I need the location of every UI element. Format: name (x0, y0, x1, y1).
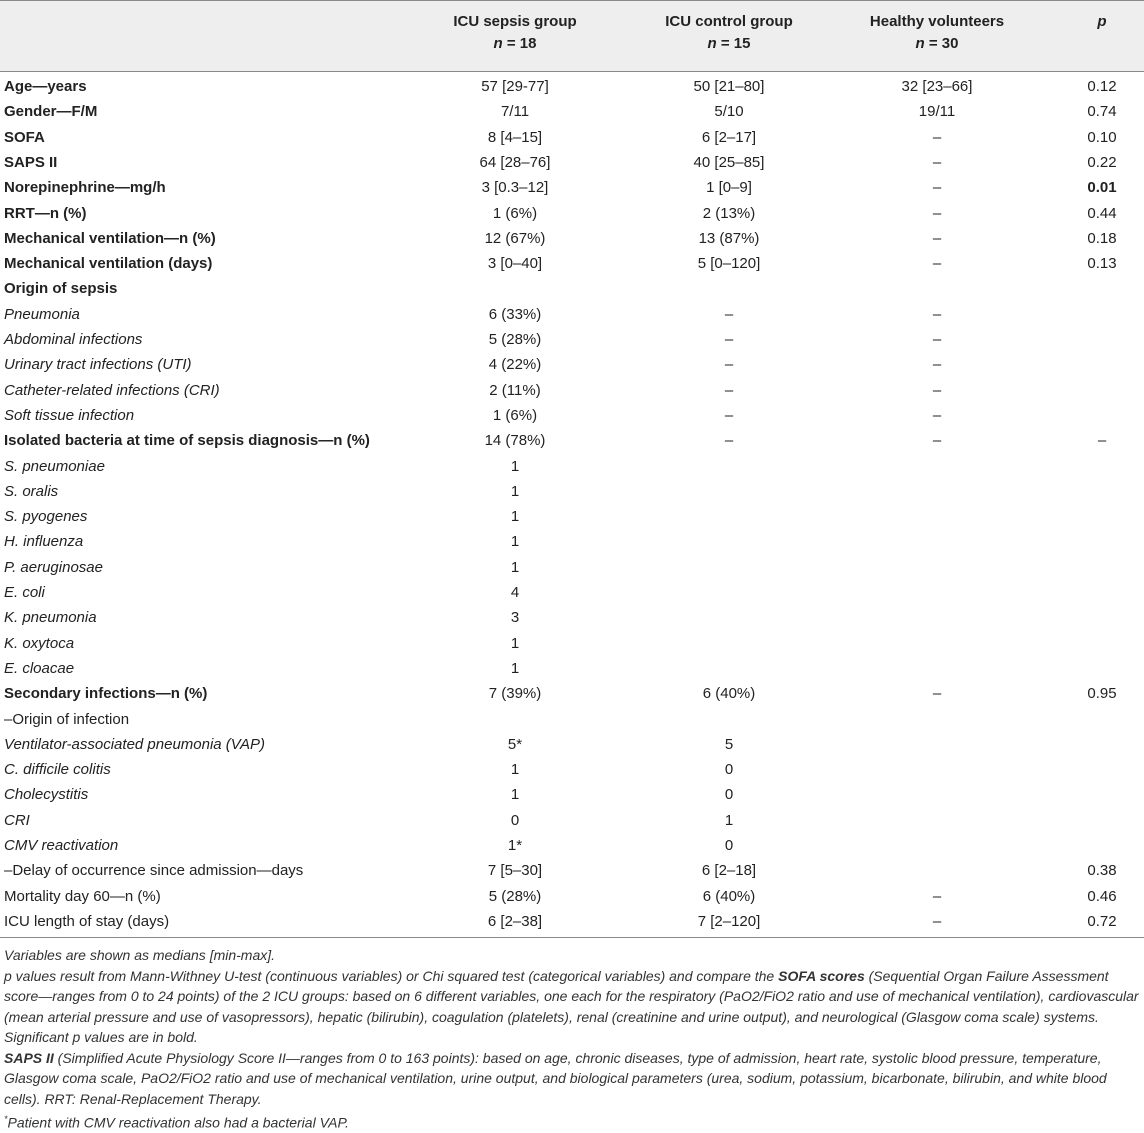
row-label: S. pneumoniae (4, 457, 105, 475)
cell-sepsis-group: 2 (11%) (489, 381, 541, 399)
table-row (0, 378, 1144, 403)
cell-healthy-volunteers: – (932, 912, 942, 930)
cell-healthy-volunteers: 19/11 (918, 103, 956, 121)
row-label: CRI (4, 811, 30, 829)
table-bottom-rule (0, 937, 1144, 938)
cell-sepsis-group: 3 (510, 609, 520, 627)
row-label: Pneumonia (4, 305, 80, 323)
header-title: ICU sepsis group (453, 13, 577, 30)
table-row (0, 125, 1144, 150)
cell-p-value: 0.22 (1087, 153, 1117, 171)
row-label: K. pneumonia (4, 609, 97, 627)
row-label: H. influenza (4, 533, 84, 551)
table-row (0, 403, 1144, 428)
row-label: Gender—F/M (4, 103, 98, 121)
cell-control-group: 5/10 (714, 103, 744, 121)
cell-control-group: 1 [0–9] (706, 179, 752, 197)
cell-healthy-volunteers: – (932, 153, 942, 171)
cell-healthy-volunteers: 32 [23–66] (901, 78, 973, 95)
table-header (0, 0, 1144, 72)
row-label: E. cloacae (4, 659, 75, 677)
n-value: = 15 (716, 35, 751, 52)
cell-p-value: – (1097, 432, 1107, 450)
note-bold-term: SAPS II (4, 1049, 54, 1066)
cell-healthy-volunteers: – (932, 356, 942, 374)
table-row (0, 327, 1144, 352)
cell-healthy-volunteers: – (932, 432, 942, 450)
cell-control-group: – (724, 305, 734, 323)
cell-p-value: 0.72 (1087, 912, 1117, 930)
row-label: Catheter-related infections (CRI) (4, 381, 220, 399)
header-n (420, 33, 610, 55)
cell-sepsis-group: 1 (510, 558, 520, 576)
row-label: SOFA (4, 128, 45, 146)
cell-healthy-volunteers: – (932, 685, 942, 703)
cell-healthy-volunteers: – (932, 331, 942, 348)
cell-sepsis-group: 1 (6%) (492, 204, 538, 222)
header-p-value (1040, 11, 1144, 33)
cell-p-value: 0.46 (1087, 887, 1117, 905)
table-row (0, 529, 1144, 554)
cell-sepsis-group: 1 (510, 761, 520, 779)
table-row (0, 605, 1144, 630)
cell-control-group: – (724, 356, 734, 374)
row-label: Ventilator-associated pneumonia (VAP) (4, 735, 265, 753)
table-row (0, 884, 1144, 909)
cell-p-value: 0.01 (1087, 179, 1117, 197)
cell-control-group: 0 (724, 837, 734, 854)
n-value: = 30 (924, 35, 959, 52)
table-row (0, 858, 1144, 883)
table-row (0, 580, 1144, 605)
row-label: RRT—n (%) (4, 204, 87, 222)
table-row (0, 707, 1144, 732)
cell-healthy-volunteers: – (932, 381, 942, 399)
cell-p-value: 0.74 (1087, 103, 1117, 121)
n-symbol: n (915, 35, 925, 52)
note-text: (Simplified Acute Physiology Score II—ranges from 0 to 163 points): based on age, chronic diseases, type of admission, heart rate, systolic blood pressure, temperature, Glasgow coma scale, PaO2/FiO2 ratio and use of mechanical ventilation, urine output, and biological parameters (urea, sodium, potassium, bicarbonate, bilirubin, and white blood cells). RRT: Renal-Replacement Therapy. (4, 1049, 1107, 1107)
n-symbol: n (707, 35, 717, 52)
cell-control-group: 6 (40%) (702, 685, 756, 703)
cell-sepsis-group: 5 (28%) (488, 331, 542, 348)
cell-control-group: 5 [0–120] (697, 255, 761, 273)
cell-control-group: 40 [25–85] (693, 153, 765, 171)
table-row (0, 833, 1144, 858)
cell-control-group: – (724, 331, 734, 348)
cell-control-group: 6 [2–17] (701, 128, 757, 146)
cell-control-group: – (724, 381, 734, 399)
cell-p-value: 0.12 (1087, 78, 1117, 95)
row-label: Mortality day 60—n (%) (4, 887, 161, 905)
header-n (842, 33, 1032, 55)
row-label: ICU length of stay (days) (4, 912, 170, 930)
cell-healthy-volunteers: – (932, 128, 942, 146)
cell-sepsis-group: 3 [0.3–12] (481, 179, 549, 197)
cell-sepsis-group: 4 (510, 584, 520, 601)
cell-control-group: 1 (724, 811, 734, 829)
table-row (0, 251, 1144, 276)
note-p-values (4, 966, 1140, 1048)
cell-sepsis-group: 1 (510, 533, 520, 551)
cell-p-value: 0.13 (1087, 255, 1117, 273)
note-medians: Variables are shown as medians [min-max]. (4, 947, 276, 963)
table-row (0, 150, 1144, 175)
header-healthy-volunteers (842, 11, 1032, 55)
cell-sepsis-group: 57 [29-77] (481, 78, 549, 95)
note-saps (4, 1048, 1140, 1110)
table-row (0, 656, 1144, 681)
cell-control-group: 2 (13%) (702, 204, 756, 222)
cell-control-group: – (724, 406, 734, 424)
cell-p-value: 0.44 (1087, 204, 1117, 222)
cell-p-value: 0.38 (1087, 862, 1117, 880)
header-title: p (1097, 13, 1107, 30)
row-label: P. aeruginosae (4, 558, 103, 576)
row-label: K. oxytoca (4, 634, 75, 652)
cell-p-value: 0.10 (1087, 128, 1117, 146)
row-label: Norepinephrine—mg/h (4, 179, 166, 197)
row-label: Soft tissue infection (4, 406, 135, 424)
cell-sepsis-group: 1 (510, 482, 520, 500)
cell-sepsis-group: 7 [5–30] (487, 862, 543, 880)
cell-healthy-volunteers: – (932, 229, 942, 247)
table-row (0, 479, 1144, 504)
table-row (0, 74, 1144, 99)
header-title: ICU control group (665, 13, 793, 30)
row-label: Cholecystitis (4, 786, 89, 804)
cell-healthy-volunteers: – (932, 255, 942, 273)
table-row (0, 175, 1144, 200)
table-row (0, 782, 1144, 807)
note-bold-term: SOFA scores (778, 967, 865, 984)
cell-control-group: 0 (724, 761, 734, 779)
cell-control-group: 6 (40%) (702, 887, 756, 905)
note-text: Patient with CMV reactivation also had a bacterial VAP. (7, 1114, 349, 1131)
row-label: E. coli (4, 584, 45, 601)
table-row (0, 555, 1144, 580)
n-symbol: n (493, 35, 503, 52)
table-row (0, 201, 1144, 226)
table-row (0, 681, 1144, 706)
row-label: Secondary infections—n (%) (4, 685, 208, 703)
row-label: Urinary tract infections (UTI) (4, 356, 192, 374)
row-label: Origin of sepsis (4, 280, 118, 298)
row-label: Age—years (4, 78, 87, 95)
cell-sepsis-group: 7 (39%) (488, 685, 542, 703)
table-row (0, 276, 1144, 301)
cell-control-group: 5 (724, 735, 734, 753)
cell-sepsis-group: 1 (510, 634, 520, 652)
cell-sepsis-group: 1 (510, 508, 520, 526)
cell-control-group: 0 (724, 786, 734, 804)
row-label: –Origin of infection (4, 710, 130, 728)
footnote-mark: * (4, 1114, 8, 1124)
row-label: Abdominal infections (4, 331, 143, 348)
cell-sepsis-group: 12 (67%) (484, 229, 546, 247)
cell-sepsis-group: 1 (6%) (492, 406, 538, 424)
header-control-group (634, 11, 824, 55)
table-row (0, 631, 1144, 656)
cell-sepsis-group: 7/11 (500, 103, 530, 121)
table-row (0, 808, 1144, 833)
header-title: Healthy volunteers (869, 13, 1005, 30)
row-label: Mechanical ventilation (days) (4, 255, 213, 273)
row-label: C. difficile colitis (4, 761, 111, 779)
cell-sepsis-group: 3 [0–40] (487, 255, 543, 273)
cell-control-group: 50 [21–80] (693, 78, 765, 95)
cell-p-value: 0.18 (1087, 229, 1117, 247)
cell-healthy-volunteers: – (932, 887, 942, 905)
table-row (0, 454, 1144, 479)
cell-healthy-volunteers: – (932, 179, 942, 197)
row-label: SAPS II (4, 153, 58, 171)
cell-healthy-volunteers: – (932, 406, 942, 424)
cell-sepsis-group: 1* (507, 837, 523, 854)
cell-sepsis-group: 5* (507, 735, 523, 753)
table-row (0, 909, 1144, 934)
cell-control-group: 13 (87%) (698, 229, 760, 247)
cell-sepsis-group: 6 [2–38] (487, 912, 543, 930)
cell-sepsis-group: 0 (510, 811, 520, 829)
row-label: S. pyogenes (4, 508, 88, 526)
cell-p-value: 0.95 (1087, 685, 1117, 703)
cell-sepsis-group: 4 (22%) (488, 356, 542, 374)
table-row (0, 302, 1144, 327)
header-sepsis-group (420, 11, 610, 55)
cell-sepsis-group: 1 (510, 659, 520, 677)
note-text: p values result from Mann-Withney U-test (continuous variables) or Chi squared test (categorical variables) and compare the (4, 967, 779, 984)
row-label: S. oralis (4, 482, 59, 500)
table-row (0, 352, 1144, 377)
cell-healthy-volunteers: – (932, 305, 942, 323)
cell-control-group: 6 [2–18] (701, 862, 757, 880)
row-label: Isolated bacteria at time of sepsis diagnosis—n (%) (4, 432, 370, 450)
row-label: –Delay of occurrence since admission—days (4, 862, 304, 880)
cell-sepsis-group: 5 (28%) (488, 887, 542, 905)
table-row (0, 226, 1144, 251)
note-text: (Sequential Organ Failure Assessment score—ranges from 0 to 24 points) of the 2 ICU groups: based on 6 different variables, one each for the respiratory (PaO2/FiO2 ratio and use of mechanical ventilation), cardiovascular (mean arterial pressure and use of vasopressors), hepatic (bilirubin), coagulation (platelets), renal (creatinine and urine output), and neurological (Glasgow coma scale) systems. Significant p values are in bold. (4, 967, 1139, 1045)
cell-sepsis-group: 64 [28–76] (479, 153, 551, 171)
table-row (0, 757, 1144, 782)
cell-control-group: – (724, 432, 734, 450)
row-label: Mechanical ventilation—n (%) (4, 229, 216, 247)
cell-sepsis-group: 14 (78%) (484, 432, 546, 450)
table-row (0, 428, 1144, 453)
cell-healthy-volunteers: – (932, 204, 942, 222)
table-notes (4, 945, 1140, 1133)
table-row (0, 732, 1144, 757)
header-n (634, 33, 824, 55)
table-row (0, 504, 1144, 529)
cell-sepsis-group: 1 (510, 786, 520, 804)
note-footnote (4, 1109, 1140, 1133)
cell-sepsis-group: 6 (33%) (488, 305, 542, 323)
n-value: = 18 (502, 35, 537, 52)
table-row (0, 99, 1144, 124)
cell-sepsis-group: 1 (510, 457, 520, 475)
cell-sepsis-group: 8 [4–15] (487, 128, 543, 146)
cell-control-group: 7 [2–120] (697, 912, 761, 930)
row-label: CMV reactivation (4, 837, 119, 854)
